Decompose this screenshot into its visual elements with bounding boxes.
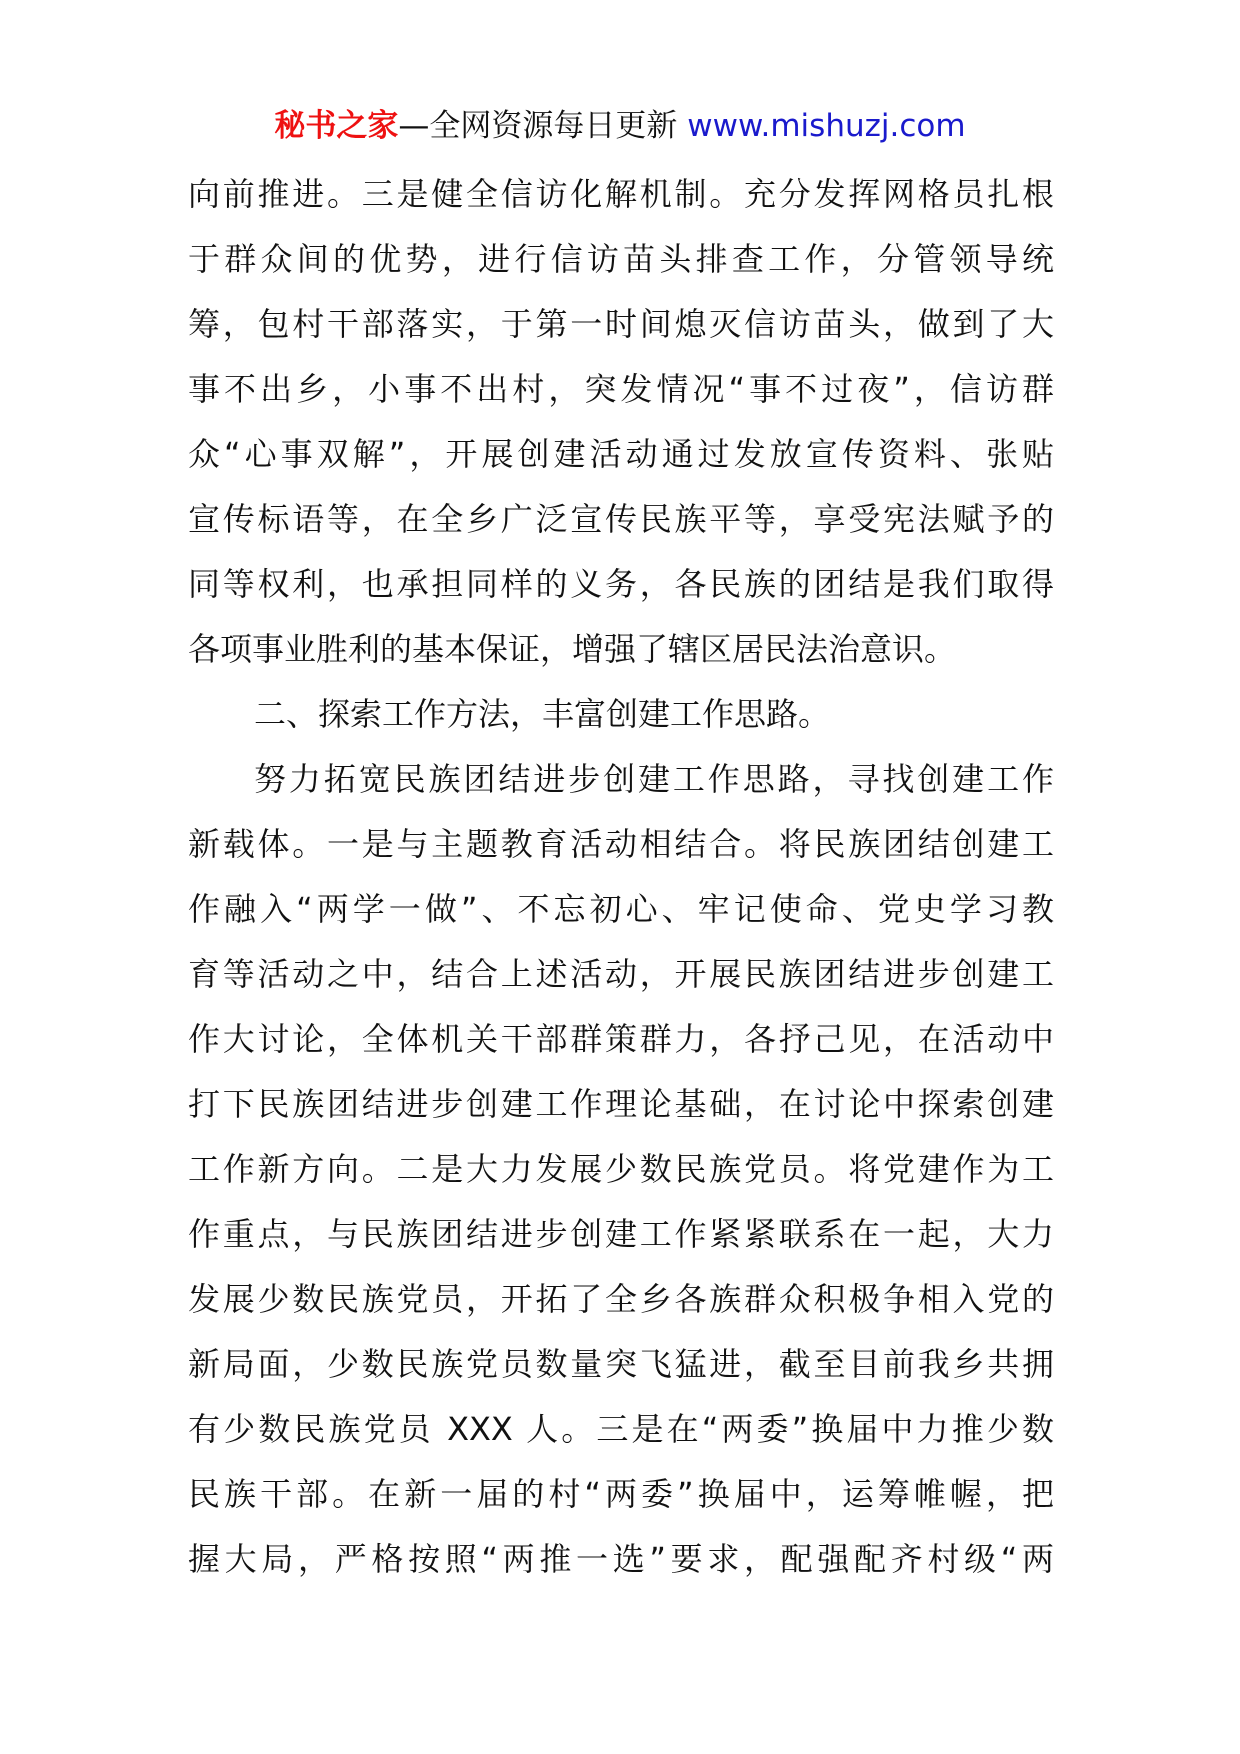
text-line: 努力拓宽民族团结进步创建工作思路，寻找创建工作	[254, 760, 1054, 798]
text-line: 于群众间的优势，进行信访苗头排查工作，分管领导统	[188, 240, 1054, 278]
text-line: 育等活动之中，结合上述活动，开展民族团结进步创建工	[188, 955, 1054, 993]
text-line: 向前推进。三是健全信访化解机制。充分发挥网格员扎根	[188, 175, 1054, 213]
text-line: 众“心事双解”，开展创建活动通过发放宣传资料、张贴	[188, 435, 1054, 473]
text-line: 作融入“两学一做”、不忘初心、牢记使命、党史学习教	[188, 890, 1054, 928]
header-tagline: —全网资源每日更新	[398, 108, 688, 144]
text-line: 握大局，严格按照“两推一选”要求，配强配齐村级“两	[188, 1540, 1054, 1578]
page-header	[0, 104, 1240, 148]
text-line: 有少数民族党员 XXX 人。三是在“两委”换届中力推少数	[188, 1410, 1054, 1448]
text-line: 事不出乡，小事不出村，突发情况“事不过夜”，信访群	[188, 370, 1054, 408]
text-line: 同等权利，也承担同样的义务，各民族的团结是我们取得	[188, 565, 1054, 603]
document-body	[188, 162, 1054, 1592]
text-line: 发展少数民族党员，开拓了全乡各族群众积极争相入党的	[188, 1280, 1054, 1318]
text-line: 新载体。一是与主题教育活动相结合。将民族团结创建工	[188, 825, 1054, 863]
text-line: 宣传标语等，在全乡广泛宣传民族平等，享受宪法赋予的	[188, 500, 1054, 538]
text-line: 筹，包村干部落实，于第一时间熄灭信访苗头，做到了大	[188, 305, 1054, 343]
text-line: 工作新方向。二是大力发展少数民族党员。将党建作为工	[188, 1150, 1054, 1188]
text-line: 民族干部。在新一届的村“两委”换届中，运筹帷幄，把	[188, 1475, 1054, 1513]
text-line: 新局面，少数民族党员数量突飞猛进，截至目前我乡共拥	[188, 1345, 1054, 1383]
text-line: 作重点，与民族团结进步创建工作紧紧联系在一起，大力	[188, 1215, 1054, 1253]
text-line: 各项事业胜利的基本保证，增强了辖区居民法治意识。	[188, 630, 957, 668]
text-line: 作大讨论，全体机关干部群策群力，各抒己见，在活动中	[188, 1020, 1054, 1058]
header-url-link[interactable]: www.mishuzj.com	[687, 108, 966, 144]
text-line: 打下民族团结进步创建工作理论基础，在讨论中探索创建	[188, 1085, 1054, 1123]
section-heading: 二、探索工作方法，丰富创建工作思路。	[254, 695, 831, 733]
header-brand: 秘书之家	[274, 108, 399, 144]
